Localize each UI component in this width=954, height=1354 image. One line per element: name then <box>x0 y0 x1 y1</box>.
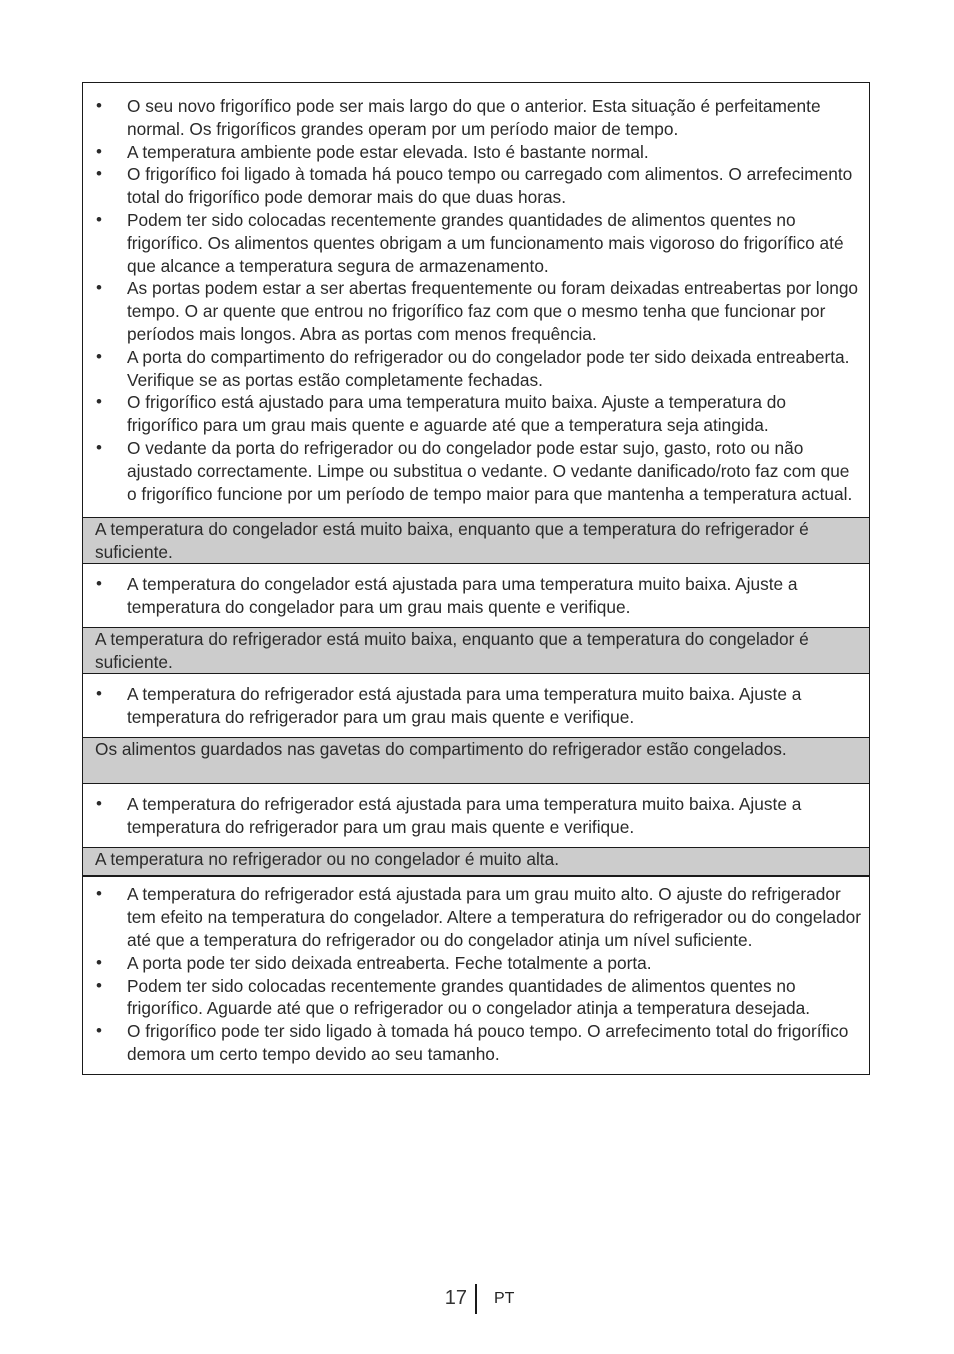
list-item: • Podem ter sido colocadas recentemente grandes quantidades de alimentos quentes no frigorífico. Os alimentos quentes obrigam a um funcionamento mais vigoroso do frigorífico até que alcance a temperatura segura de armazenamento. <box>127 209 861 277</box>
list-item: • O vedante da porta do refrigerador ou do congelador pode estar sujo, gasto, roto ou não ajustado correctamente. Limpe ou substitua o vedante. O vedante danificado/roto faz com que o frigorífico funcione por um período de tempo maior para que mantenha a temperatura actual. <box>127 437 861 505</box>
bullet-list <box>83 95 869 505</box>
bullet-cell <box>83 563 869 627</box>
bullet-list <box>83 793 869 839</box>
bullet-list <box>83 573 869 619</box>
language-code: PT <box>494 1290 515 1307</box>
list-item: • A porta do compartimento do refrigerador ou do congelador pode ter sido deixada entreaberta. Verifique se as portas estão completamente fechadas. <box>127 346 861 392</box>
bullet-cell <box>83 673 869 737</box>
list-item: • Podem ter sido colocadas recentemente grandes quantidades de alimentos quentes no frigorífico. Aguarde até que o refrigerador ou o congelador atinja a temperatura desejada. <box>127 975 861 1021</box>
page-footer <box>0 1284 954 1316</box>
troubleshooting-table <box>82 82 870 1075</box>
problem-header: A temperatura do refrigerador está muito baixa, enquanto que a temperatura do congelador é suficiente. <box>83 627 869 673</box>
problem-header: A temperatura do congelador está muito baixa, enquanto que a temperatura do refrigerador é suficiente. <box>83 517 869 563</box>
list-item: • A temperatura do refrigerador está ajustada para um grau muito alto. O ajuste do refrigerador tem efeito na temperatura do congelador. Altere a temperatura do refrigerador ou do congelador até que a temperatura do refrigerador ou do congelador atinja um nível suficiente. <box>127 883 861 951</box>
list-item: • As portas podem estar a ser abertas frequentemente ou foram deixadas entreabertas por longo tempo. O ar quente que entrou no frigorífico faz com que o mesmo tenha que funcionar por períodos mais longos. Abra as portas com menos frequência. <box>127 277 861 345</box>
bullet-cell <box>83 83 869 517</box>
list-item: • O frigorífico foi ligado à tomada há pouco tempo ou carregado com alimentos. O arrefecimento total do frigorífico pode demorar mais do que duas horas. <box>127 163 861 209</box>
list-item: • O frigorífico pode ter sido ligado à tomada há pouco tempo. O arrefecimento total do frigorífico demora um certo tempo devido ao seu tamanho. <box>127 1020 861 1066</box>
list-item: • A temperatura do congelador está ajustada para uma temperatura muito baixa. Ajuste a temperatura do congelador para um grau mais quente e verifique. <box>127 573 861 619</box>
list-item: • A temperatura do refrigerador está ajustada para uma temperatura muito baixa. Ajuste a temperatura do refrigerador para um grau mais quente e verifique. <box>127 793 861 839</box>
page-number: 17 <box>444 1287 467 1309</box>
list-item: • O frigorífico está ajustado para uma temperatura muito baixa. Ajuste a temperatura do frigorífico para um grau mais quente e aguarde até que a temperatura seja atingida. <box>127 391 861 437</box>
footer-divider <box>475 1284 477 1314</box>
list-item: • A porta pode ter sido deixada entreaberta. Feche totalmente a porta. <box>127 952 861 975</box>
list-item: • A temperatura do refrigerador está ajustada para uma temperatura muito baixa. Ajuste a temperatura do refrigerador para um grau mais quente e verifique. <box>127 683 861 729</box>
list-item: • O seu novo frigorífico pode ser mais largo do que o anterior. Esta situação é perfeitamente normal. Os frigoríficos grandes operam por um período maior de tempo. <box>127 95 861 141</box>
bullet-list <box>83 883 869 1065</box>
bullet-list <box>83 683 869 729</box>
problem-header: Os alimentos guardados nas gavetas do compartimento do refrigerador estão congelados. <box>83 737 869 783</box>
problem-header: A temperatura no refrigerador ou no congelador é muito alta. <box>83 847 869 876</box>
bullet-cell <box>83 876 869 1073</box>
list-item: • A temperatura ambiente pode estar elevada. Isto é bastante normal. <box>127 141 861 164</box>
bullet-cell <box>83 783 869 847</box>
